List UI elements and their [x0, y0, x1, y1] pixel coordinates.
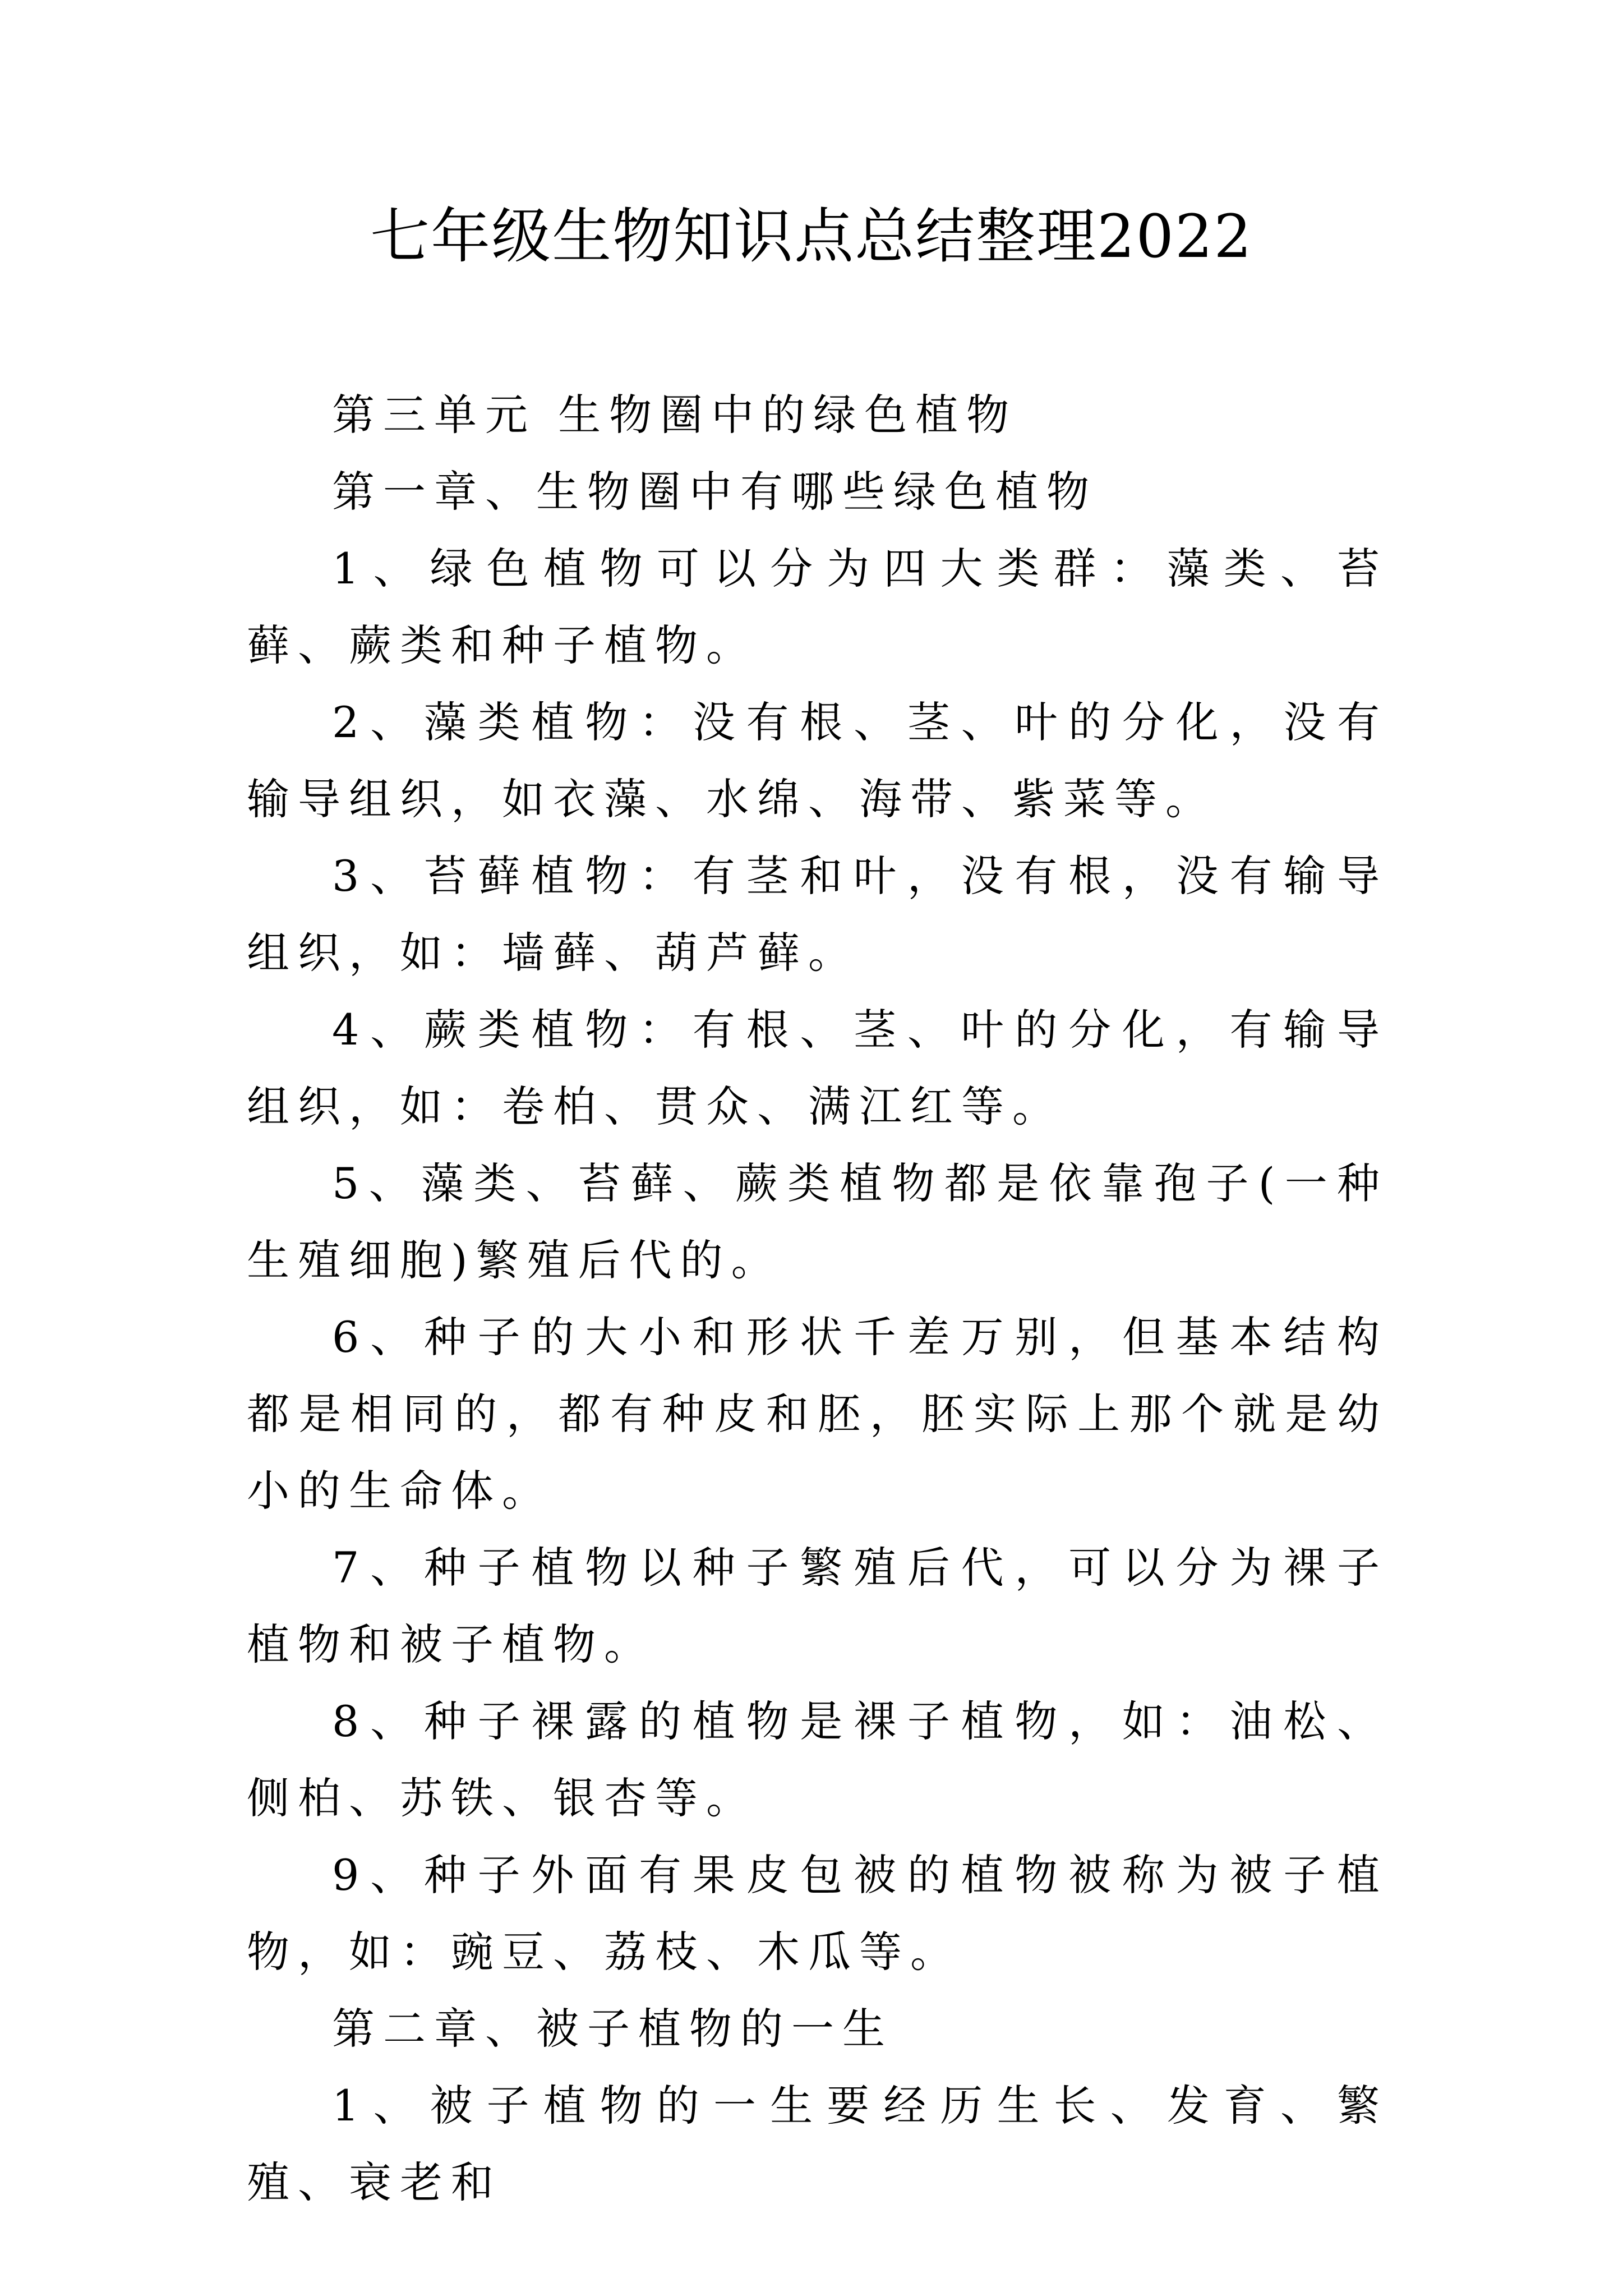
paragraph: 1、被子植物的一生要经历生长、发育、繁殖、衰老和	[247, 2081, 1388, 2207]
paragraph: 8、种子裸露的植物是裸子植物，如：油松、侧柏、苏铁、银杏等。	[247, 1696, 1388, 1823]
section-heading-unit-3: 第三单元 生物圈中的绿色植物	[332, 390, 1018, 440]
paragraph: 7、种子植物以种子繁殖后代，可以分为裸子植物和被子植物。	[247, 1543, 1388, 1669]
chapter-heading-1: 第一章、生物圈中有哪些绿色植物	[332, 467, 1098, 517]
paragraph: 9、种子外面有果皮包被的植物被称为被子植物，如：豌豆、荔枝、木瓜等。	[247, 1850, 1388, 1977]
document-body	[247, 376, 1388, 2221]
document-title: 七年级生物知识点总结整理2022	[370, 202, 1253, 271]
paragraph: 3、苔藓植物：有茎和叶，没有根，没有输导组织，如：墙藓、葫芦藓。	[247, 851, 1388, 978]
paragraph: 4、蕨类植物：有根、茎、叶的分化，有输导组织，如：卷柏、贯众、满江红等。	[247, 1005, 1388, 1131]
paragraph: 5、藻类、苔藓、蕨类植物都是依靠孢子(一种生殖细胞)繁殖后代的。	[247, 1158, 1388, 1285]
paragraph: 1、绿色植物可以分为四大类群：藻类、苔藓、蕨类和种子植物。	[247, 544, 1388, 670]
paragraph: 6、种子的大小和形状千差万别，但基本结构都是相同的，都有种皮和胚，胚实际上那个就是幼小的生命体。	[247, 1312, 1388, 1516]
chapter-heading-2: 第二章、被子植物的一生	[332, 2004, 893, 2054]
paragraph: 2、藻类植物：没有根、茎、叶的分化，没有输导组织，如衣藻、水绵、海带、紫菜等。	[247, 697, 1388, 824]
